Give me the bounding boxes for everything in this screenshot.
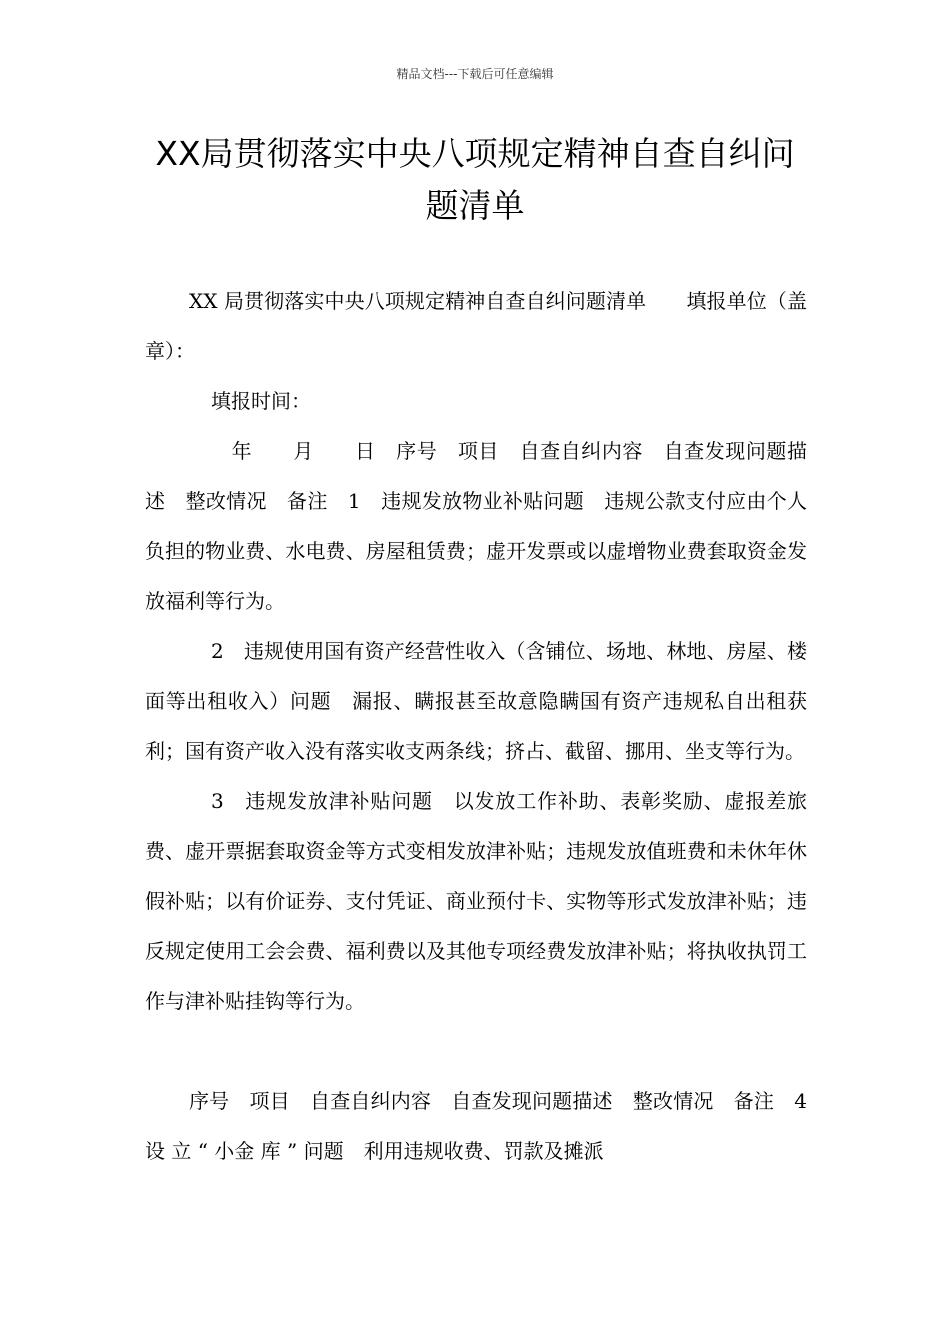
paragraph-item-2: 2 违规使用国有资产经营性收入（含铺位、场地、林地、房屋、楼面等出租收入）问题 漏报、瞒报甚至故意隐瞒国有资产违规私自出租获利；国有资产收入没有落实收支两条线；挤占、截留、挪用、坐支等行为。 [145, 639, 807, 763]
document-body [145, 276, 827, 1176]
paragraph-report-header: XX 局贯彻落实中央八项规定精神自查自纠问题清单 填报单位（盖章）： [145, 289, 807, 363]
paragraph-item-1: 年 月 日 序号 项目 自查自纠内容 自查发现问题描述 整改情况 备注 1 违规发放物业补贴问题 违规公款支付应由个人负担的物业费、水电费、房屋租赁费；虚开发票或以虚增物业费套取资金发放福利等行为。 [145, 439, 807, 613]
paragraph-gap [145, 1026, 807, 1076]
paragraph-item-3: 3 违规发放津补贴问题 以发放工作补助、表彰奖励、虚报差旅费、虚开票据套取资金等方式变相发放津补贴；违规发放值班费和未休年休假补贴；以有价证券、支付凭证、商业预付卡、实物等形式发放津补贴；违反规定使用工会会费、福利费以及其他专项经费发放津补贴；将执收执罚工作与津补贴挂钩等行为。 [145, 789, 807, 1013]
header-note: 精品文档---下载后可任意编辑 [396, 67, 554, 81]
paragraph-report-time: 填报时间： [211, 389, 311, 413]
paragraph-table-continued: 序号 项目 自查自纠内容 自查发现问题描述 整改情况 备注 4 设 立 “ 小金 库 ” 问题 利用违规收费、罚款及摊派 [145, 1089, 827, 1163]
document-title: XX局贯彻落实中央八项规定精神自查自纠问题清单 [155, 134, 795, 225]
